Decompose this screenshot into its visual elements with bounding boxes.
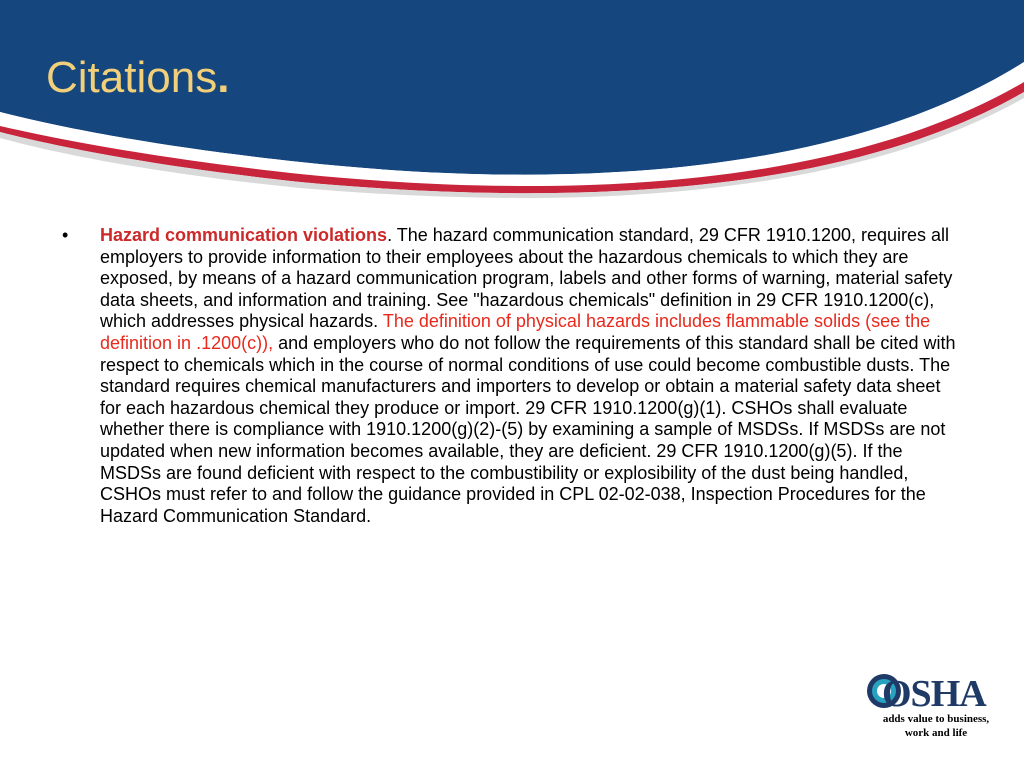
slide-title (46, 50, 229, 106)
bullet-lead: Hazard communication violations (100, 225, 388, 245)
bullet-text-1: . The hazard communication standard, 29 CFR 1910.1200, requires all employers to provide information to their employees about the hazardous chemicals to which they are exposed, by means of a hazard communication program, labels and other forms of warning, material safety data sheets, and information and training. See "hazardous chemicals" definition in 29 CFR 1910.1200(c), which addresses physical hazards. (100, 225, 953, 332)
title-dot: . (217, 53, 230, 102)
osha-logo-wordmark: OSHA (882, 673, 986, 714)
slide-content (62, 225, 966, 527)
osha-tagline: adds value to business, work and life (882, 713, 990, 739)
osha-logo (862, 668, 1002, 748)
bullet-text-2: and employers who do not follow the requirements of this standard shall be cited with respect to chemicals which in the course of normal conditions of use could become combustible dusts. The standard requires chemical manufacturers and importers to develop or obtain a material safety data sheet for each hazardous chemical they produce or import. 29 CFR 1910.1200(g)(1). CSHOs shall evaluate whether there is compliance with 1910.1200(g)(2)-(5) by examining a sample of MSDSs. If MSDSs are not updated when new information becomes available, they are deficient. 29 CFR 1910.1200(g)(5). If the MSDSs are found deficient with respect to the combustibility or explosibility of the dust being handled, CSHOs must refer to and follow the guidance provided in CPL 02-02-038, Inspection Procedures for the Hazard Communication Standard. (100, 332, 956, 526)
bullet-item (62, 225, 966, 527)
bullet-highlight: The definition of physical hazards includes flammable solids (see the definition in .1200(c)), (100, 311, 931, 353)
title-text: Citations (46, 53, 218, 102)
osha-logo-mark (862, 668, 1002, 714)
bullet-marker: • (62, 225, 69, 245)
